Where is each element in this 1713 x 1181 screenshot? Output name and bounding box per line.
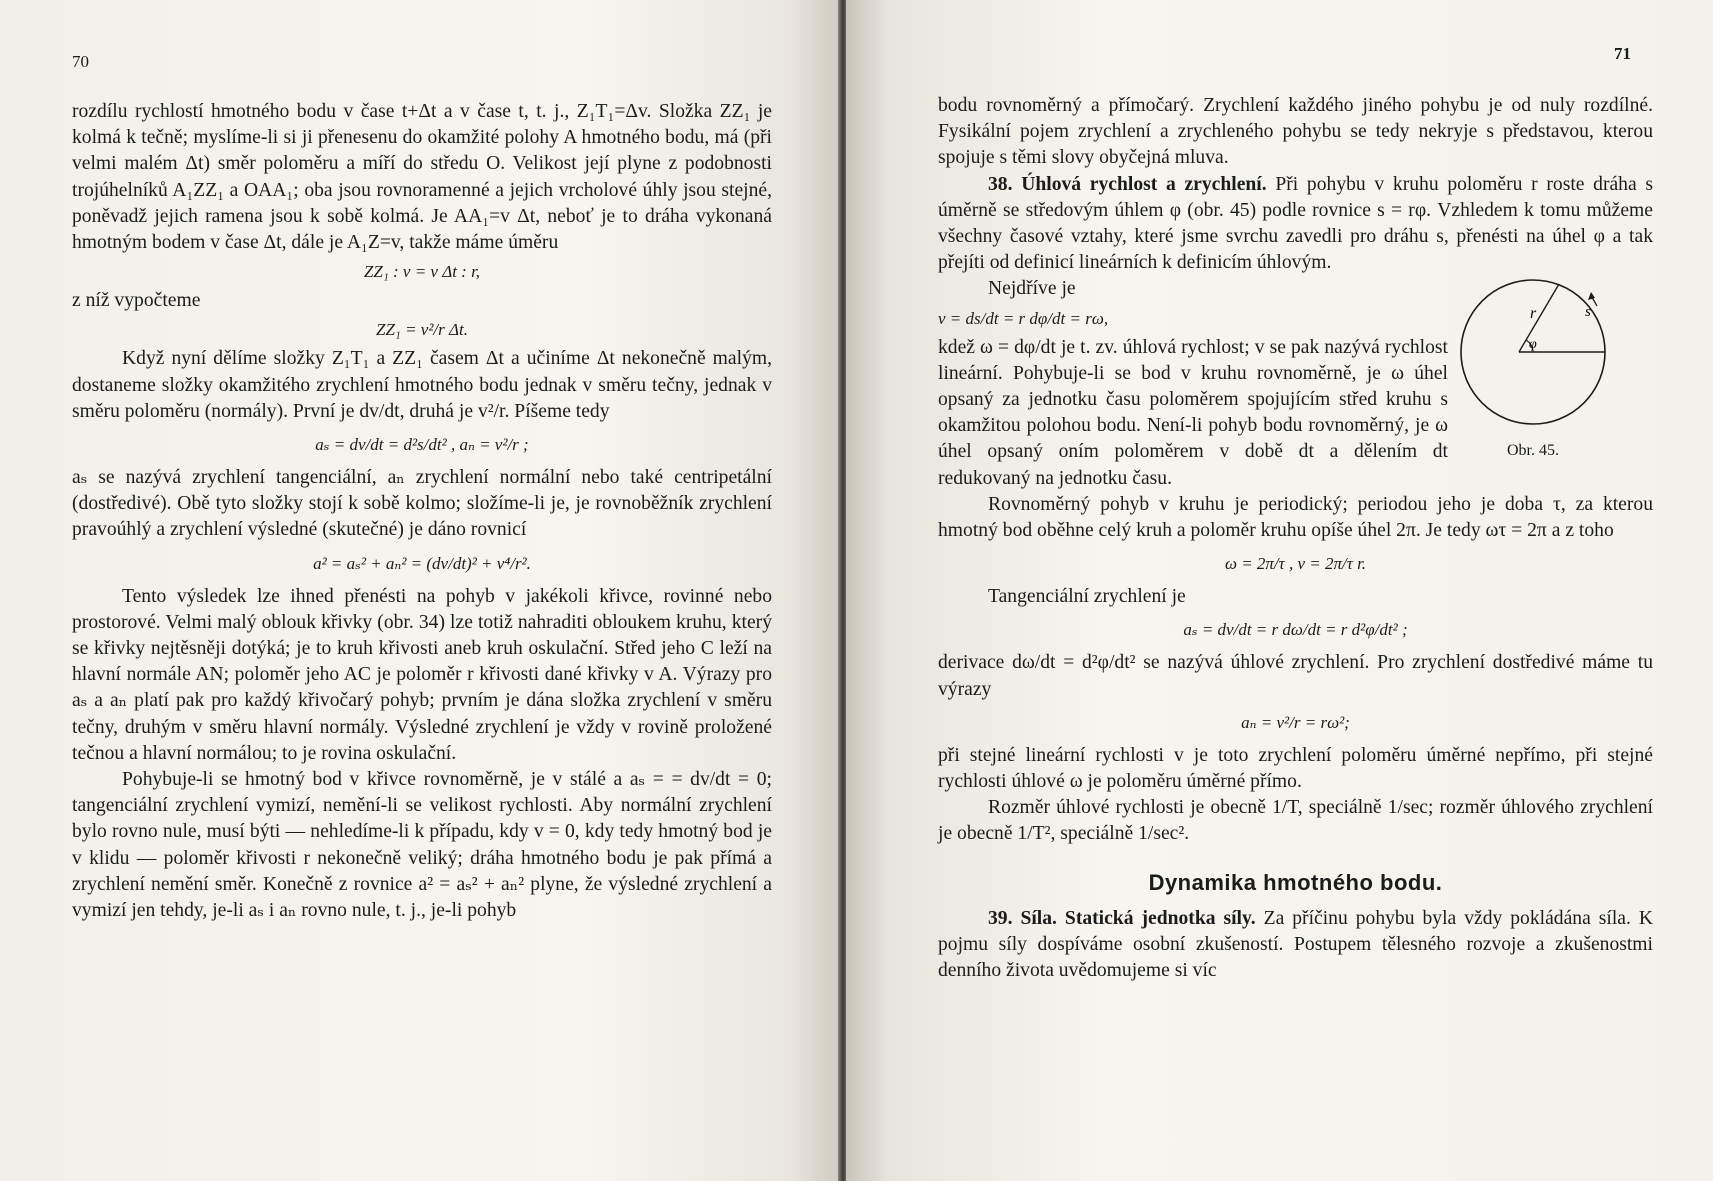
equation: v = ds/dt = r dφ/dt = rω, [938,308,1109,328]
paragraph: Tento výsledek lze ihned přenésti na pohyb v jakékoli křivce, rovinné nebo prostorové. Velmi malý oblouk křivky (obr. 34) lze totiž nahraditi obloukem kruhu, který se křivky nejtěsněji dotýká; je to kruh křivosti aneb kruh oskulační. Střed jeho C leží na hlavní normále AN; poloměr jeho AC je poloměr r křivosti dané křivky v A. Výrazy pro aₛ a aₙ platí pak pro každý křivočarý pohyb; prvním je dána složka zrychlení v směru tečny, druhým v směru hlavní normály. Výsledné zrychlení je vždy v rovině proložené tečnou a hlavní normálou; to je rovina oskulační. [72,585,772,764]
paragraph: Když nyní dělíme složky Z₁T₁ a ZZ₁ časem Δt a učiníme Δt nekonečně malým, dostaneme složky okamžitého zrychlení hmotného bodu jednak v směru tečny, jednak v směru poloměru (normály). První je dv/dt, druhá je v²/r. Píšeme tedy [72,348,772,422]
equation: ZZ₁ : v = v Δt : r, [363,262,481,282]
paragraph: Rozměr úhlové rychlosti je obecně 1/T, speciálně 1/sec; rozměr úhlového zrychlení je obecně 1/T², speciálně 1/sec². [938,797,1653,845]
section-title: 38. Úhlová rychlost a zrychlení. [988,173,1267,195]
equation: a² = aₛ² + aₙ² = (dv/dt)² + v⁴/r². [313,553,531,573]
section-text: Za příčinu pohybu byla vždy pokládána síla. K pojmu síly dospíváme osobní zkušeností. Postupem tělesného rozvoje a zkušenostmi denního života uvědomujeme si víc [938,907,1653,982]
section-39 [938,906,1653,985]
equation: aₛ = dv/dt = d²s/dt² , aₙ = v²/r ; [315,435,529,455]
paragraph: kdež ω = dφ/dt je t. zv. úhlová rychlost; v se pak nazývá rychlost lineární. Pohybuje-li se bod v kruhu rovnoměrně, je ω úhel opsaný za jednotku času poloměrem spojujícím střed kruhu s okamžitou polohou bodu. Není-li pohyb bodu rovnoměrný, je ω úhel opsaný oním poloměrem v době dt a dělením dt redukovaný na jednotku času. [938,336,1448,489]
paragraph: z níž vypočteme [72,290,201,312]
paragraph: rozdílu rychlostí hmotného bodu v čase t+Δt a v čase t, t. j., Z₁T₁=Δv. Složka ZZ₁ je kolmá k tečně; myslíme-li si ji přenesenu do okamžité polohy A hmotného bodu, má (při velmi malém Δt) směr poloměru a míří do středu O. Velikost její plyne z podobnosti trojúhelníků A₁ZZ₁ a OAA₁; oba jsou rovnoramenné a jejich vrcholové úhly jsou stejné, poněvadž jejich ramena jsou k sobě kolmá. Je AA₁=v Δt, neboť je to dráha vykonaná hmotným bodem v čase Δt, dále je A₁Z=v, takže máme úměru [72,101,772,254]
equation: ZZ₁ = v²/r Δt. [376,320,468,340]
left-page-text [72,99,772,924]
paragraph: Nejdříve je [988,278,1076,300]
equation: ω = 2π/τ , v = 2π/τ r. [1224,554,1367,574]
label-s: s [1585,304,1591,320]
paragraph: Rovnoměrný pohyb v kruhu je periodický; periodou jeho je doba τ, za kterou hmotný bod oběhne celý kruh a poloměr kruhu opíše úhel 2π. Je tedy ωτ = 2π a z toho [938,493,1653,542]
paragraph: derivace dω/dt = d²φ/dt² se nazývá úhlové zrychlení. Pro zrychlení dostředivé máme tu výrazy [938,652,1653,700]
left-page [0,0,840,1181]
figure-45 [1447,276,1619,460]
page-number: 71 [1614,44,1631,63]
section-38 [938,172,1653,277]
right-page-text [938,93,1653,984]
section-title: 39. Síla. Statická jednotka síly. [988,907,1256,929]
circle-diagram [1447,276,1619,436]
paragraph: bodu rovnoměrný a přímočarý. Zrychlení každého jiného pohybu je od nuly rozdílné. Fysikální pojem zrychlení a zrychleného pohybu se tedy nekryje s představou, kterou spojuje s těmi slovy obyčejná mluva. [938,95,1653,169]
equation: aₙ = v²/r = rω²; [1241,712,1350,732]
right-page [846,0,1713,1181]
label-r: r [1530,305,1537,322]
section-text: Při pohybu v kruhu poloměru r roste dráha s úměrně se středovým úhlem φ (obr. 45) podle rovnice s = rφ. Vzhledem k tomu můžeme všechny časové vztahy, které jsme svrchu zavedli pro dráhu s, přenésti na úhel φ a tak přejíti od definicí lineárních k definicím úhlovým. [938,173,1654,274]
paragraph: Tangenciální zrychlení je [988,586,1186,608]
arrowhead [1588,292,1595,300]
equation: aₛ = dv/dt = r dω/dt = r d²φ/dt² ; [1183,620,1408,640]
paragraph: při stejné lineární rychlosti v je toto zrychlení poloměru úměrné nepřímo, při stejné rychlosti úhlové ω je poloměru úměrné přímo. [938,744,1653,793]
radius-line [1519,284,1559,352]
figure-caption: Obr. 45. [1507,442,1559,459]
label-phi: φ [1529,337,1537,352]
paragraph: aₛ se nazývá zrychlení tangenciální, aₙ zrychlení normální nebo také centripetální (dostředivé). Obě tyto složky stojí k sobě kolmo; složíme-li je, je rovnoběžník zrychlení pravoúhlý a zrychlení výsledné (skutečné) je dáno rovnicí [72,467,772,541]
page-number: 70 [72,52,89,71]
paragraph: Pohybuje-li se hmotný bod v křivce rovnoměrně, je v stálé a aₛ = = dv/dt = 0; tangenciální zrychlení vymizí, nemění-li se velikost rychlosti. Aby normální zrychlení bylo rovno nule, musí býti — nehledíme-li k případu, kdy v = 0, kdy tedy hmotný bod je v klidu — poloměr křivosti r nekonečně veliký; dráha hmotného bodu je pak přímá a zrychlení nemění směr. Konečně z rovnice a² = aₛ² + aₙ² plyne, že výsledné zrychlení a vymizí jen tehdy, je-li aₛ i aₙ rovno nule, t. j., je-li pohyb [72,769,772,922]
chapter-heading: Dynamika hmotného bodu. [1148,869,1443,895]
